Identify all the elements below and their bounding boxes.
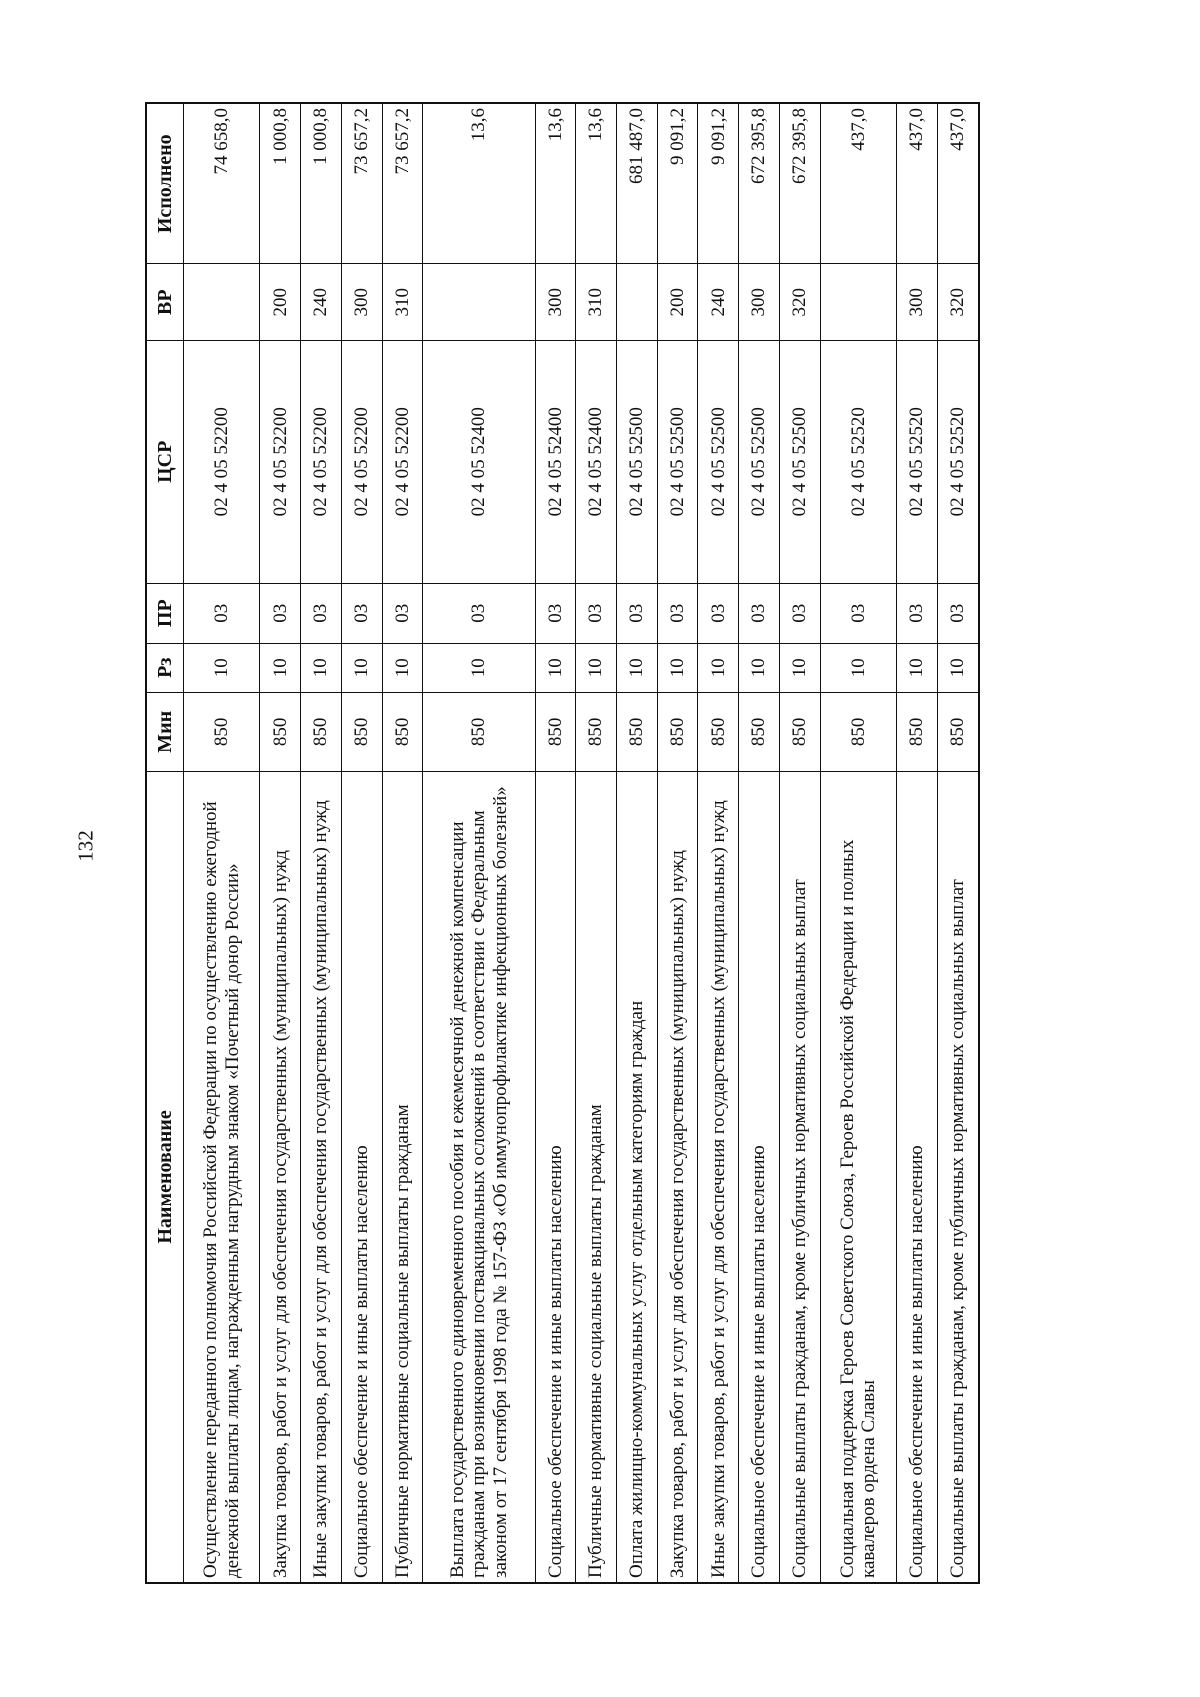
header-rz: Рз [146, 643, 184, 692]
cell-csr: 02 4 05 52200 [382, 340, 423, 583]
header-min: Мин [146, 692, 184, 771]
cell-csr: 02 4 05 52500 [698, 340, 739, 583]
header-ispolneno: Исполнено [146, 103, 184, 264]
cell-name: Закупка товаров, работ и услуг для обеспечения государственных (муниципальных) нужд [260, 771, 301, 1583]
cell-ispolneno: 1 000,8 [260, 103, 301, 264]
cell-min: 850 [937, 692, 979, 771]
cell-min: 850 [698, 692, 739, 771]
cell-pr: 03 [260, 583, 301, 643]
cell-min: 850 [897, 692, 938, 771]
cell-ispolneno: 437,0 [897, 103, 938, 264]
cell-rz: 10 [423, 643, 535, 692]
cell-vr: 300 [739, 264, 780, 340]
cell-rz: 10 [937, 643, 979, 692]
cell-name: Социальное обеспечение и иные выплаты населению [897, 771, 938, 1583]
table-row [937, 103, 979, 1583]
cell-vr [820, 264, 896, 340]
cell-name: Выплата государственного единовременного пособия и ежемесячной денежной компенсации гражданам при возникновении поствакцинальных осложнений в соответствии с Федеральным законом от 17 сентября 1998 года № 157-ФЗ «Об иммунопрофилактике инфекционных болезней» [423, 771, 535, 1583]
table-row [382, 103, 423, 1583]
cell-min: 850 [820, 692, 896, 771]
cell-rz: 10 [535, 643, 576, 692]
table-row [576, 103, 617, 1583]
cell-vr: 200 [657, 264, 698, 340]
cell-rz: 10 [739, 643, 780, 692]
cell-csr: 02 4 05 52200 [301, 340, 342, 583]
cell-vr: 300 [535, 264, 576, 340]
cell-pr: 03 [535, 583, 576, 643]
cell-ispolneno: 9 091,2 [657, 103, 698, 264]
cell-csr: 02 4 05 52500 [779, 340, 820, 583]
table-row [260, 103, 301, 1583]
cell-ispolneno: 13,6 [423, 103, 535, 264]
cell-rz: 10 [301, 643, 342, 692]
cell-name: Публичные нормативные социальные выплаты гражданам [382, 771, 423, 1583]
cell-vr: 240 [301, 264, 342, 340]
cell-csr: 02 4 05 52500 [657, 340, 698, 583]
cell-rz: 10 [657, 643, 698, 692]
cell-min: 850 [260, 692, 301, 771]
cell-rz: 10 [382, 643, 423, 692]
cell-csr: 02 4 05 52200 [184, 340, 260, 583]
cell-name: Социальное обеспечение и иные выплаты населению [739, 771, 780, 1583]
cell-pr: 03 [657, 583, 698, 643]
cell-name: Социальная поддержка Героев Советского Союза, Героев Российской Федерации и полных кавалеров ордена Славы [820, 771, 896, 1583]
cell-rz: 10 [820, 643, 896, 692]
cell-min: 850 [184, 692, 260, 771]
cell-csr: 02 4 05 52520 [820, 340, 896, 583]
cell-pr: 03 [423, 583, 535, 643]
rotated-table-container [145, 102, 980, 1584]
table-row [820, 103, 896, 1583]
cell-min: 850 [535, 692, 576, 771]
cell-vr: 310 [382, 264, 423, 340]
cell-name: Социальное обеспечение и иные выплаты населению [535, 771, 576, 1583]
cell-name: Публичные нормативные социальные выплаты гражданам [576, 771, 617, 1583]
cell-vr: 200 [260, 264, 301, 340]
cell-ispolneno: 437,0 [937, 103, 979, 264]
cell-ispolneno: 437,0 [820, 103, 896, 264]
cell-pr: 03 [341, 583, 382, 643]
cell-name: Социальные выплаты гражданам, кроме публичных нормативных социальных выплат [937, 771, 979, 1583]
table-row [423, 103, 535, 1583]
cell-vr [617, 264, 658, 340]
cell-vr: 240 [698, 264, 739, 340]
cell-pr: 03 [382, 583, 423, 643]
table-row [657, 103, 698, 1583]
table-row [341, 103, 382, 1583]
cell-ispolneno: 73 657,2 [382, 103, 423, 264]
table-row [535, 103, 576, 1583]
header-naimenovanie: Наименование [146, 771, 184, 1583]
cell-pr: 03 [184, 583, 260, 643]
cell-pr: 03 [937, 583, 979, 643]
cell-pr: 03 [739, 583, 780, 643]
cell-rz: 10 [260, 643, 301, 692]
cell-pr: 03 [617, 583, 658, 643]
cell-pr: 03 [698, 583, 739, 643]
cell-name: Иные закупки товаров, работ и услуг для обеспечения государственных (муниципальных) нужд [301, 771, 342, 1583]
cell-pr: 03 [576, 583, 617, 643]
cell-csr: 02 4 05 52400 [535, 340, 576, 583]
cell-vr: 300 [341, 264, 382, 340]
cell-pr: 03 [301, 583, 342, 643]
cell-vr: 300 [897, 264, 938, 340]
cell-vr: 310 [576, 264, 617, 340]
cell-csr: 02 4 05 52400 [423, 340, 535, 583]
header-vr: ВР [146, 264, 184, 340]
cell-csr: 02 4 05 52520 [897, 340, 938, 583]
cell-min: 850 [423, 692, 535, 771]
cell-ispolneno: 681 487,0 [617, 103, 658, 264]
cell-rz: 10 [341, 643, 382, 692]
cell-min: 850 [341, 692, 382, 771]
cell-ispolneno: 1 000,8 [301, 103, 342, 264]
header-csr: ЦСР [146, 340, 184, 583]
cell-min: 850 [576, 692, 617, 771]
cell-pr: 03 [779, 583, 820, 643]
cell-csr: 02 4 05 52200 [260, 340, 301, 583]
cell-pr: 03 [897, 583, 938, 643]
table-row [184, 103, 260, 1583]
cell-name: Закупка товаров, работ и услуг для обеспечения государственных (муниципальных) нужд [657, 771, 698, 1583]
cell-rz: 10 [698, 643, 739, 692]
cell-ispolneno: 672 395,8 [739, 103, 780, 264]
cell-rz: 10 [897, 643, 938, 692]
cell-vr: 320 [779, 264, 820, 340]
cell-min: 850 [382, 692, 423, 771]
table-header-row [146, 103, 184, 1583]
cell-csr: 02 4 05 52500 [739, 340, 780, 583]
cell-min: 850 [617, 692, 658, 771]
cell-rz: 10 [779, 643, 820, 692]
table-body [184, 103, 980, 1583]
cell-name: Социальные выплаты гражданам, кроме публичных нормативных социальных выплат [779, 771, 820, 1583]
cell-ispolneno: 73 657,2 [341, 103, 382, 264]
cell-name: Осуществление переданного полномочия Российской Федерации по осуществлению ежегодной денежной выплаты лицам, награжденным нагрудным знаком «Почетный донор России» [184, 771, 260, 1583]
cell-ispolneno: 672 395,8 [779, 103, 820, 264]
table-row [698, 103, 739, 1583]
cell-csr: 02 4 05 52200 [341, 340, 382, 583]
cell-vr [423, 264, 535, 340]
cell-csr: 02 4 05 52400 [576, 340, 617, 583]
table-row [897, 103, 938, 1583]
cell-name: Оплата жилищно-коммунальных услуг отдельным категориям граждан [617, 771, 658, 1583]
table-row [617, 103, 658, 1583]
cell-csr: 02 4 05 52500 [617, 340, 658, 583]
cell-min: 850 [657, 692, 698, 771]
cell-rz: 10 [617, 643, 658, 692]
table-row [739, 103, 780, 1583]
cell-min: 850 [301, 692, 342, 771]
cell-ispolneno: 9 091,2 [698, 103, 739, 264]
cell-name: Иные закупки товаров, работ и услуг для обеспечения государственных (муниципальных) нужд [698, 771, 739, 1583]
cell-rz: 10 [184, 643, 260, 692]
header-pr: ПР [146, 583, 184, 643]
cell-min: 850 [779, 692, 820, 771]
table-row [779, 103, 820, 1583]
cell-vr: 320 [937, 264, 979, 340]
cell-pr: 03 [820, 583, 896, 643]
cell-vr [184, 264, 260, 340]
cell-ispolneno: 13,6 [576, 103, 617, 264]
table-row [301, 103, 342, 1583]
cell-ispolneno: 13,6 [535, 103, 576, 264]
page-number: 132 [73, 830, 98, 862]
cell-min: 850 [739, 692, 780, 771]
cell-ispolneno: 74 658,0 [184, 103, 260, 264]
cell-csr: 02 4 05 52520 [937, 340, 979, 583]
cell-rz: 10 [576, 643, 617, 692]
cell-name: Социальное обеспечение и иные выплаты населению [341, 771, 382, 1583]
budget-table [145, 102, 980, 1584]
